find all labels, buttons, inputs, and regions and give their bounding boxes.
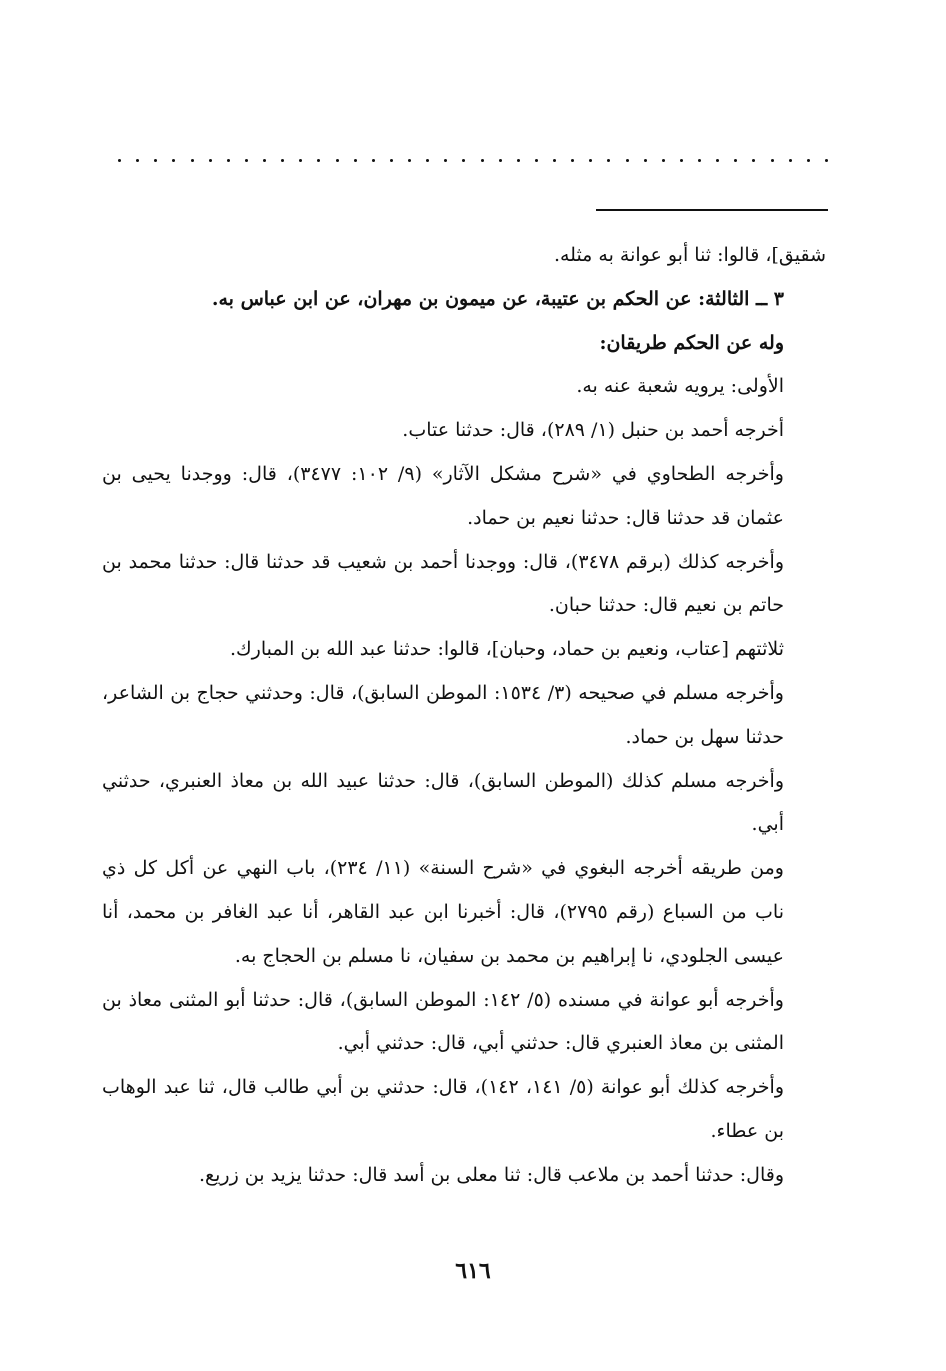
paragraph: الأولى: يرويه شعبة عنه به. bbox=[576, 375, 784, 398]
paragraph: وأخرجه كذلك (برقم ٣٤٧٨)، قال: ووجدنا أحمد بن شعيب قد حدثنا قال: حدثنا محمد بن حاتم بن نعيم قال: حدثنا حبان. bbox=[102, 550, 784, 617]
separator-dot bbox=[626, 159, 629, 162]
separator-dot bbox=[390, 159, 393, 162]
separator-dot bbox=[789, 159, 792, 162]
dotted-separator bbox=[118, 150, 828, 170]
separator-dot bbox=[807, 159, 810, 162]
separator-dot bbox=[408, 159, 411, 162]
separator-dot bbox=[172, 159, 175, 162]
separator-dot bbox=[444, 159, 447, 162]
separator-dot bbox=[752, 159, 755, 162]
paragraph: وأخرجه الطحاوي في «شرح مشكل الآثار» (٩/ ١٠٢: ٣٤٧٧)، قال: ووجدنا يحيى بن عثمان قد حدثنا قال: حدثنا نعيم بن حماد. bbox=[102, 462, 784, 529]
separator-dot bbox=[481, 159, 484, 162]
separator-dot bbox=[716, 159, 719, 162]
separator-dot bbox=[136, 159, 139, 162]
paragraph: ومن طريقه أخرجه البغوي في «شرح السنة» (١١/ ٢٣٤)، باب النهي عن أكل كل ذي ناب من السباع (رقم ٢٧٩٥)، قال: أخبرنا ابن عبد القاهر، أنا عبد الغافر بن محمد، أنا عيسى الجلودي، نا إبراهيم بن محمد بن سفيان، نا مسلم بن الحجاج به. bbox=[102, 857, 784, 967]
separator-dot bbox=[553, 159, 556, 162]
separator-dot bbox=[426, 159, 429, 162]
paragraph: وأخرجه مسلم كذلك (الموطن السابق)، قال: حدثنا عبيد الله بن معاذ العنبري، حدثني أبي. bbox=[102, 769, 784, 836]
separator-dot bbox=[680, 159, 683, 162]
separator-dot bbox=[662, 159, 665, 162]
separator-dot bbox=[462, 159, 465, 162]
separator-dot bbox=[517, 159, 520, 162]
paragraph: شقيق]، قالوا: ثنا أبو عوانة به مثله. bbox=[553, 244, 826, 266]
page-number: ٦١٦ bbox=[455, 1258, 491, 1284]
separator-dot bbox=[698, 159, 701, 162]
separator-dot bbox=[263, 159, 266, 162]
paragraph: أخرجه أحمد بن حنبل (١/ ٢٨٩)، قال: حدثنا عتاب. bbox=[402, 419, 784, 442]
separator-dot bbox=[118, 159, 121, 162]
separator-dot bbox=[589, 159, 592, 162]
separator-dot bbox=[771, 159, 774, 162]
paragraph: وله عن الحكم طريقان: bbox=[599, 331, 784, 354]
separator-dot bbox=[372, 159, 375, 162]
paragraph: ٣ ــ الثالثة: عن الحكم بن عتيبة، عن ميمون بن مهران، عن ابن عباس به. bbox=[211, 287, 784, 310]
separator-dot bbox=[281, 159, 284, 162]
separator-dot bbox=[607, 159, 610, 162]
separator-dot bbox=[317, 159, 320, 162]
separator-dot bbox=[535, 159, 538, 162]
paragraph: وأخرجه أبو عوانة في مسنده (٥/ ١٤٢: الموطن السابق)، قال: حدثنا أبو المثنى معاذ بن المثنى بن معاذ العنبري قال: حدثني أبي، قال: حدثني أبي. bbox=[102, 988, 784, 1055]
separator-dot bbox=[245, 159, 248, 162]
separator-dot bbox=[336, 159, 339, 162]
separator-dot bbox=[191, 159, 194, 162]
separator-dot bbox=[227, 159, 230, 162]
paragraph: وأخرجه مسلم في صحيحه (٣/ ١٥٣٤: الموطن السابق)، قال: وحدثني حجاج بن الشاعر، حدثنا سهل بن حماد. bbox=[102, 681, 784, 748]
separator-dot bbox=[825, 159, 828, 162]
separator-dot bbox=[571, 159, 574, 162]
separator-dot bbox=[644, 159, 647, 162]
paragraph: وقال: حدثنا أحمد بن ملاعب قال: ثنا معلى بن أسد قال: حدثنا يزيد بن زريع. bbox=[198, 1163, 784, 1186]
separator-dot bbox=[299, 159, 302, 162]
paragraph: ثلاثتهم [عتاب، ونعيم بن حماد، وحبان]، قالوا: حدثنا عبد الله بن المبارك. bbox=[229, 638, 784, 661]
separator-dot bbox=[154, 159, 157, 162]
separator-dot bbox=[734, 159, 737, 162]
footnote-rule bbox=[596, 209, 828, 211]
separator-dot bbox=[209, 159, 212, 162]
footnote-text bbox=[102, 234, 826, 1198]
separator-dot bbox=[354, 159, 357, 162]
paragraph: وأخرجه كذلك أبو عوانة (٥/ ١٤١، ١٤٢)، قال: حدثني بن أبي طالب قال، ثنا عبد الوهاب بن عطاء. bbox=[102, 1076, 784, 1142]
separator-dot bbox=[499, 159, 502, 162]
